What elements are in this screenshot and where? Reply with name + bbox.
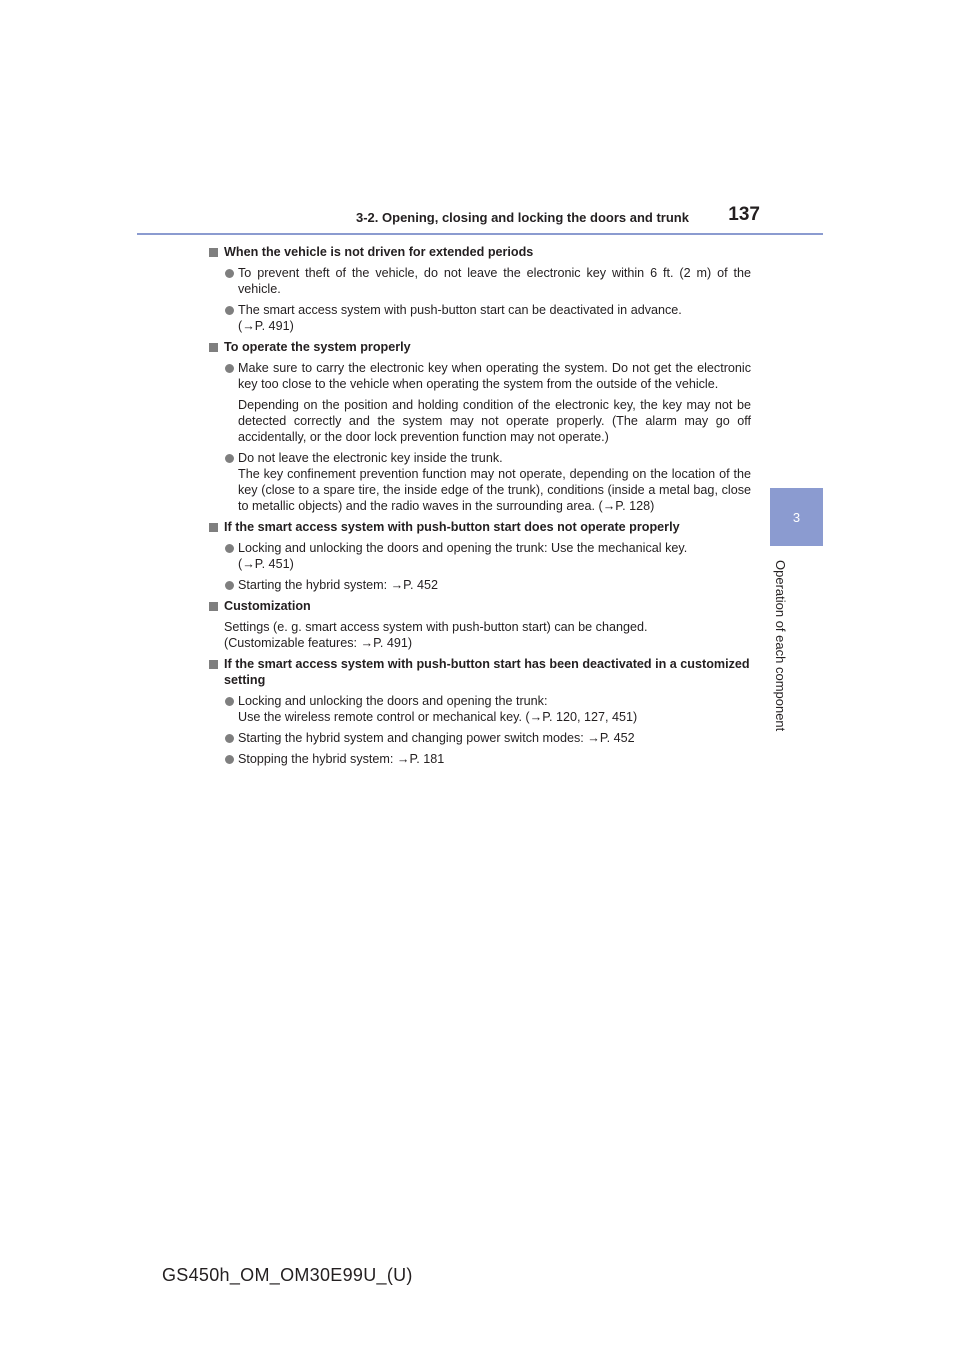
section-title: Customization <box>209 598 751 614</box>
circle-bullet-icon <box>225 306 234 315</box>
document-code: GS450h_OM_OM30E99U_(U) <box>162 1265 413 1285</box>
square-bullet-icon <box>209 343 218 352</box>
list-item: Stopping the hybrid system: →P. 181 <box>209 751 751 767</box>
list-item: Starting the hybrid system: →P. 452 <box>209 577 751 593</box>
circle-bullet-icon <box>225 454 234 463</box>
list-item: The smart access system with push-button start can be deactivated in advance. (→P. 491) <box>209 302 751 334</box>
circle-bullet-icon <box>225 697 234 706</box>
header-divider <box>137 233 823 235</box>
square-bullet-icon <box>209 523 218 532</box>
circle-bullet-icon <box>225 544 234 553</box>
section-deactivated <box>209 656 751 767</box>
chapter-tab[interactable] <box>770 488 823 546</box>
list-item: To prevent theft of the vehicle, do not leave the electronic key within 6 ft. (2 m) of the vehicle. <box>209 265 751 297</box>
section-extended-periods <box>209 244 751 334</box>
section-title: If the smart access system with push-button start does not operate properly <box>209 519 751 535</box>
circle-bullet-icon <box>225 755 234 764</box>
square-bullet-icon <box>209 248 218 257</box>
section-customization <box>209 598 751 651</box>
circle-bullet-icon <box>225 581 234 590</box>
list-item: Starting the hybrid system and changing power switch modes: →P. 452 <box>209 730 751 746</box>
list-item: Do not leave the electronic key inside the trunk. The key confinement prevention function may not operate, depending on the location of the key (close to a spare tire, the inside edge of the trunk), conditions (inside a metal bag, close to metallic objects) and the radio waves in the surrounding area. (→P. 128) <box>209 450 751 514</box>
section-title: If the smart access system with push-button start has been deactivated in a customized setting <box>209 656 751 688</box>
section-body: Settings (e. g. smart access system with push-button start) can be changed. (Customizable features: →P. 491) <box>224 620 648 650</box>
circle-bullet-icon <box>225 364 234 373</box>
page-number: 137 <box>728 204 760 225</box>
section-title: When the vehicle is not driven for extended periods <box>209 244 751 260</box>
section-operate-properly <box>209 339 751 514</box>
list-item: Make sure to carry the electronic key when operating the system. Do not get the electronic key too close to the vehicle when operating the system from the outside of the vehicle. Depending on the position and holding condition of the electronic key, the key may not be detected correctly and the system may not operate properly. (The alarm may go off accidentally, or the door lock prevention function may not operate.) <box>209 360 751 445</box>
list-item-note: Depending on the position and holding condition of the electronic key, the key may not be detected correctly and the system may not operate properly. (The alarm may go off accidentally, or the door lock prevention function may not operate.) <box>238 398 751 444</box>
chapter-tab-number: 3 <box>792 509 801 525</box>
chapter-tab-label: Operation of each component <box>773 560 788 732</box>
circle-bullet-icon <box>225 269 234 278</box>
circle-bullet-icon <box>225 734 234 743</box>
list-item: Locking and unlocking the doors and opening the trunk: Use the mechanical key. (→P. 451) <box>209 540 751 572</box>
list-item: Locking and unlocking the doors and opening the trunk: Use the wireless remote control or mechanical key. (→P. 120, 127, 451) <box>209 693 751 725</box>
square-bullet-icon <box>209 602 218 611</box>
square-bullet-icon <box>209 660 218 669</box>
section-not-operate-properly <box>209 519 751 593</box>
chapter-header: 3-2. Opening, closing and locking the doors and trunk <box>356 210 689 225</box>
section-title: To operate the system properly <box>209 339 751 355</box>
page-content <box>209 244 751 772</box>
